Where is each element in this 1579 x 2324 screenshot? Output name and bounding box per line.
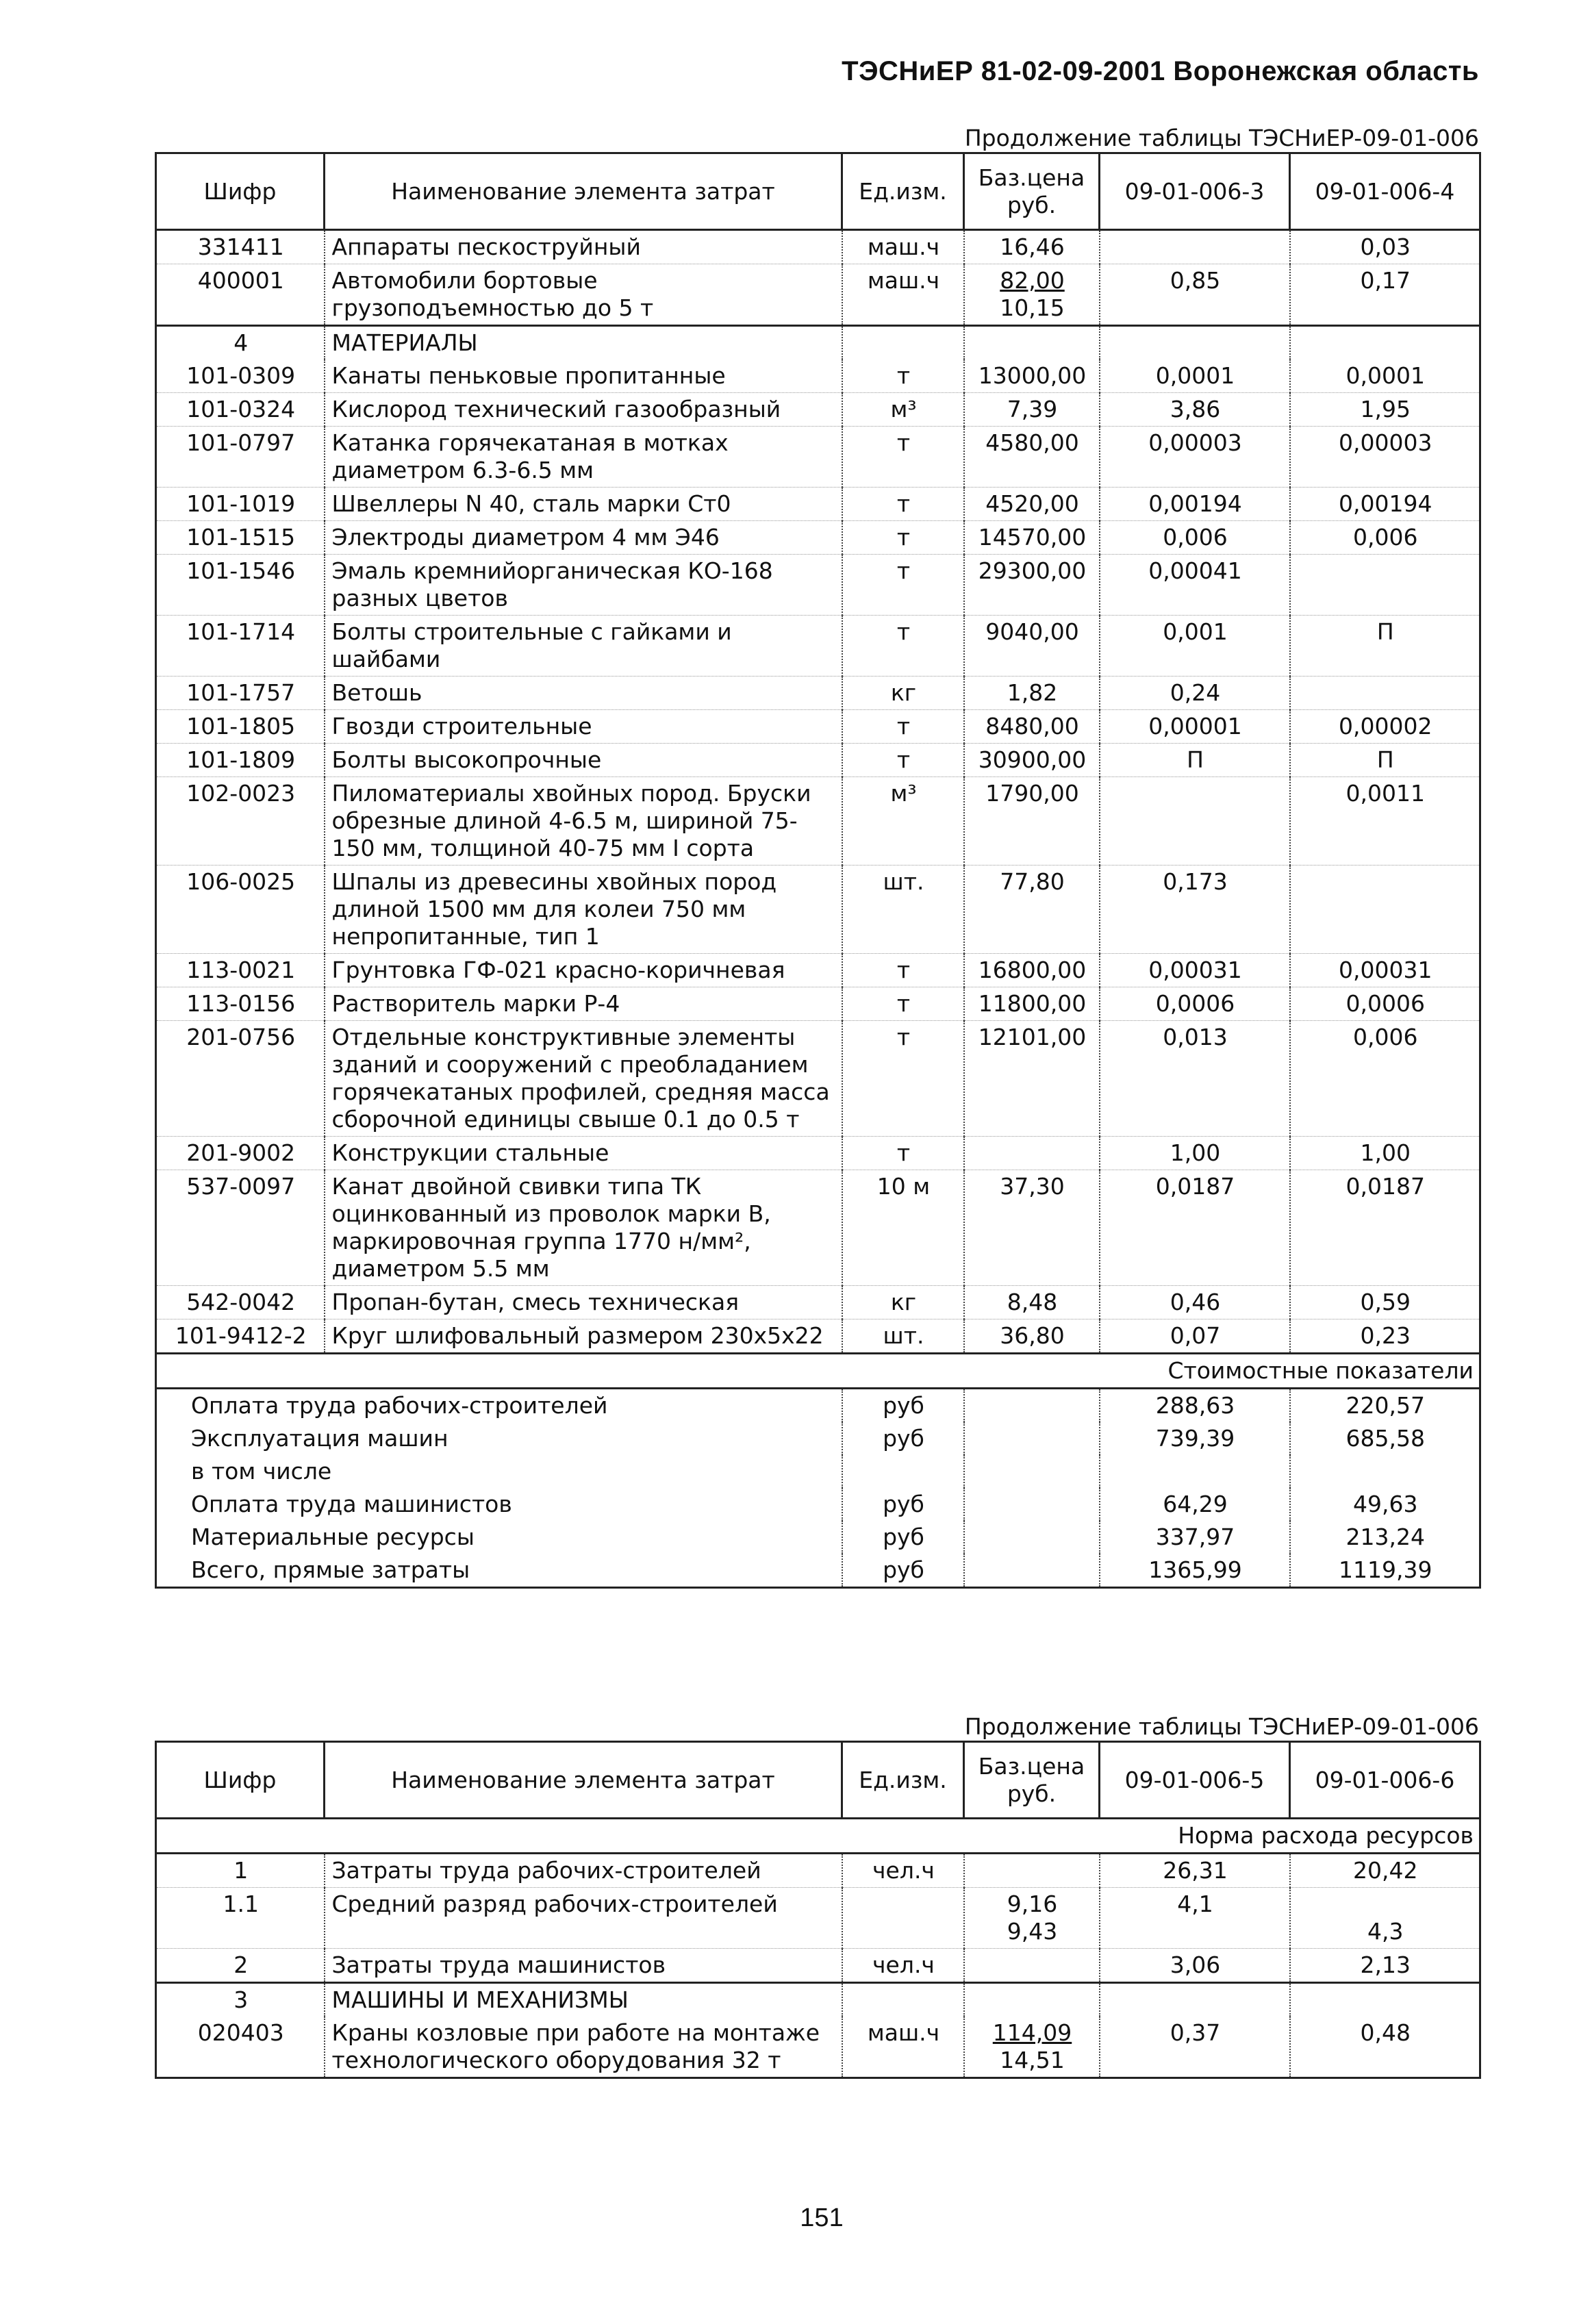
cell-name: Отдельные конструктивные элементы зданий и сооружений с преобладанием горячекатаных профилей, средняя масса сборочной единицы свыше 0.1 до 0.5 т xyxy=(325,1021,842,1137)
cell-v1: 1,00 xyxy=(1100,1137,1290,1170)
col-header-code: Шифр xyxy=(156,1742,325,1819)
cell-unit: т xyxy=(842,710,964,744)
table-row xyxy=(156,1170,1480,1286)
cell-unit: кг xyxy=(842,677,964,710)
cell-empty xyxy=(964,326,1100,360)
cell-v2: 2,13 xyxy=(1290,1949,1480,1983)
cell-name: Пропан-бутан, смесь техническая xyxy=(325,1286,842,1319)
table-row xyxy=(156,555,1480,616)
cell-v2: 0,00194 xyxy=(1290,488,1480,521)
cell-price: 37,30 xyxy=(964,1170,1100,1286)
table-row xyxy=(156,359,1480,393)
cell-empty xyxy=(964,1983,1100,2017)
table-row xyxy=(156,488,1480,521)
cell-unit: т xyxy=(842,488,964,521)
cell-v1: 0,00041 xyxy=(1100,555,1290,616)
cell-v1: 0,0001 xyxy=(1100,359,1290,393)
section-title: МАТЕРИАЛЫ xyxy=(325,326,842,360)
summary-unit: руб xyxy=(842,1488,964,1521)
cost-label: Стоимостные показатели xyxy=(156,1354,1480,1389)
cell-v2: 0,59 xyxy=(1290,1286,1480,1319)
cell-price: 77,80 xyxy=(964,866,1100,954)
cell-price: 12101,00 xyxy=(964,1021,1100,1137)
table-row xyxy=(156,866,1480,954)
cell-price: 1790,00 xyxy=(964,777,1100,866)
summary-v1: 288,63 xyxy=(1100,1389,1290,1423)
cell-code: 331411 xyxy=(156,230,325,264)
col-header-unit: Ед.изм. xyxy=(842,153,964,230)
cell-unit: т xyxy=(842,954,964,987)
cell-name: Катанка горячекатаная в мотках диаметром 6.3-6.5 мм xyxy=(325,427,842,488)
cell-v2: 0,0006 xyxy=(1290,987,1480,1021)
cell-unit: т xyxy=(842,744,964,777)
summary-row xyxy=(156,1554,1480,1588)
cell-unit: т xyxy=(842,359,964,393)
cell-v2: 1,00 xyxy=(1290,1137,1480,1170)
table2-caption: Продолжение таблицы ТЭСНиЕР-09-01-006 xyxy=(964,1713,1479,1740)
table-row xyxy=(156,1286,1480,1319)
cell-code: 400001 xyxy=(156,264,325,326)
cell-name: Ветошь xyxy=(325,677,842,710)
cell-name: Конструкции стальные xyxy=(325,1137,842,1170)
cell-code: 201-9002 xyxy=(156,1137,325,1170)
cell-code: 113-0156 xyxy=(156,987,325,1021)
cell-price xyxy=(964,1137,1100,1170)
cell-v2: 0,00002 xyxy=(1290,710,1480,744)
table-row xyxy=(156,521,1480,555)
table-row xyxy=(156,230,1480,264)
summary-name: Оплата труда рабочих-строителей xyxy=(156,1389,842,1423)
cell-unit: кг xyxy=(842,1286,964,1319)
cell-v2: 0,17 xyxy=(1290,264,1480,326)
cell-unit: т xyxy=(842,521,964,555)
summary-v1: 337,97 xyxy=(1100,1521,1290,1554)
cell-v1: 0,00194 xyxy=(1100,488,1290,521)
cell-empty xyxy=(1100,326,1290,360)
norm-label-row xyxy=(156,1819,1480,1854)
cell-v1: 0,013 xyxy=(1100,1021,1290,1137)
cell-price xyxy=(964,1854,1100,1888)
summary-name: Оплата труда машинистов xyxy=(156,1488,842,1521)
table-row xyxy=(156,1137,1480,1170)
document-header-title: ТЭСНиЕР 81-02-09-2001 Воронежская область xyxy=(842,56,1479,86)
cell-price: 16,46 xyxy=(964,230,1100,264)
cell-name: Растворитель марки Р-4 xyxy=(325,987,842,1021)
table-row xyxy=(156,1949,1480,1983)
cell-code: 542-0042 xyxy=(156,1286,325,1319)
cell-code: 102-0023 xyxy=(156,777,325,866)
cell-v2: 0,0187 xyxy=(1290,1170,1480,1286)
cell-code: 113-0021 xyxy=(156,954,325,987)
cell-price: 1,82 xyxy=(964,677,1100,710)
cell-price xyxy=(964,1888,1100,1949)
summary-unit: руб xyxy=(842,1389,964,1423)
cell-name: Эмаль кремнийорганическая КО-168 разных цветов xyxy=(325,555,842,616)
cell-price: 13000,00 xyxy=(964,359,1100,393)
table-row xyxy=(156,1888,1480,1949)
cell-empty xyxy=(1290,1983,1480,2017)
cell-empty xyxy=(1100,1983,1290,2017)
table-row xyxy=(156,427,1480,488)
summary-v1: 739,39 xyxy=(1100,1422,1290,1455)
cell-code: 101-1019 xyxy=(156,488,325,521)
col-header-v2: 09-01-006-6 xyxy=(1290,1742,1480,1819)
table-row xyxy=(156,1854,1480,1888)
summary-v2: 49,63 xyxy=(1290,1488,1480,1521)
cell-v1: 0,46 xyxy=(1100,1286,1290,1319)
cell-v2 xyxy=(1290,866,1480,954)
cell-unit: шт. xyxy=(842,1319,964,1354)
summary-unit: руб xyxy=(842,1521,964,1554)
cell-v2: 0,006 xyxy=(1290,521,1480,555)
cell-code: 101-1515 xyxy=(156,521,325,555)
cell-code: 101-1714 xyxy=(156,616,325,677)
col-header-name: Наименование элемента затрат xyxy=(325,1742,842,1819)
cell-unit: маш.ч xyxy=(842,2017,964,2078)
cell-v2 xyxy=(1290,677,1480,710)
cell-v2: П xyxy=(1290,744,1480,777)
cell-name: Кислород технический газообразный xyxy=(325,393,842,427)
table-row xyxy=(156,1021,1480,1137)
cell-code: 2 xyxy=(156,1949,325,1983)
cell-price-a: 9,16 xyxy=(1007,1891,1058,1917)
cell-price-b: 9,43 xyxy=(1007,1918,1058,1945)
cell-unit: чел.ч xyxy=(842,1949,964,1983)
summary-unit: руб xyxy=(842,1554,964,1588)
cell-v2: 4,3 xyxy=(1290,1888,1480,1949)
cell-v1: 0,85 xyxy=(1100,264,1290,326)
table2 xyxy=(155,1741,1481,2079)
table1-caption: Продолжение таблицы ТЭСНиЕР-09-01-006 xyxy=(964,125,1479,151)
cell-v2: 0,00003 xyxy=(1290,427,1480,488)
cell-v1: 0,001 xyxy=(1100,616,1290,677)
table-row xyxy=(156,710,1480,744)
cell-price: 8480,00 xyxy=(964,710,1100,744)
cell-name: Круг шлифовальный размером 230х5х22 xyxy=(325,1319,842,1354)
cell-price: 36,80 xyxy=(964,1319,1100,1354)
cell-code: 537-0097 xyxy=(156,1170,325,1286)
cell-code: 101-0309 xyxy=(156,359,325,393)
cell-empty xyxy=(842,326,964,360)
cell-price: 11800,00 xyxy=(964,987,1100,1021)
table1-header-row xyxy=(156,153,1480,230)
cell-v2: 0,03 xyxy=(1290,230,1480,264)
table-row xyxy=(156,744,1480,777)
summary-unit: руб xyxy=(842,1422,964,1455)
cell-name: Аппараты пескоструйный xyxy=(325,230,842,264)
cell-name: Пиломатериалы хвойных пород. Бруски обрезные длиной 4-6.5 м, шириной 75-150 мм, толщиной 40-75 мм I сорта xyxy=(325,777,842,866)
cell-price xyxy=(964,1949,1100,1983)
cell-unit: м³ xyxy=(842,393,964,427)
summary-row xyxy=(156,1422,1480,1455)
table-row xyxy=(156,777,1480,866)
cell-v1: 0,00001 xyxy=(1100,710,1290,744)
section-row-materials xyxy=(156,326,1480,360)
cell-price: 7,39 xyxy=(964,393,1100,427)
cell-name: Гвозди строительные xyxy=(325,710,842,744)
col-header-v2: 09-01-006-4 xyxy=(1290,153,1480,230)
cell-name: Шпалы из древесины хвойных пород длиной 1500 мм для колеи 750 мм непропитанные, тип 1 xyxy=(325,866,842,954)
table1 xyxy=(155,152,1481,1589)
cell-empty xyxy=(964,1488,1100,1521)
cell-price: 29300,00 xyxy=(964,555,1100,616)
cell-code: 101-1809 xyxy=(156,744,325,777)
cell-v1: 0,173 xyxy=(1100,866,1290,954)
col-header-price: Баз.цена руб. xyxy=(964,153,1100,230)
summary-name: Всего, прямые затраты xyxy=(156,1554,842,1588)
cell-name: Болты высокопрочные xyxy=(325,744,842,777)
cell-price xyxy=(964,2017,1100,2078)
cell-v1: 26,31 xyxy=(1100,1854,1290,1888)
cell-v1: 0,07 xyxy=(1100,1319,1290,1354)
col-header-code: Шифр xyxy=(156,153,325,230)
col-header-v1: 09-01-006-5 xyxy=(1100,1742,1290,1819)
cell-v1: 0,00003 xyxy=(1100,427,1290,488)
cell-v2: 0,00031 xyxy=(1290,954,1480,987)
cell-unit: т xyxy=(842,1137,964,1170)
cell-unit: м³ xyxy=(842,777,964,866)
cell-v2: 20,42 xyxy=(1290,1854,1480,1888)
summary-row xyxy=(156,1521,1480,1554)
cell-v1: 0,006 xyxy=(1100,521,1290,555)
summary-v1 xyxy=(1100,1455,1290,1488)
col-header-price: Баз.цена руб. xyxy=(964,1742,1100,1819)
cell-empty xyxy=(964,1455,1100,1488)
section-code: 4 xyxy=(156,326,325,360)
summary-name: Эксплуатация машин xyxy=(156,1422,842,1455)
cell-code: 101-1546 xyxy=(156,555,325,616)
cell-empty xyxy=(964,1389,1100,1423)
section-row-machines xyxy=(156,1983,1480,2017)
cell-code: 020403 xyxy=(156,2017,325,2078)
cell-v1: 0,00031 xyxy=(1100,954,1290,987)
cell-price: 9040,00 xyxy=(964,616,1100,677)
cell-name: Затраты труда рабочих-строителей xyxy=(325,1854,842,1888)
summary-row xyxy=(156,1455,1480,1488)
cell-name: Краны козловые при работе на монтаже технологического оборудования 32 т xyxy=(325,2017,842,2078)
cell-price: 4520,00 xyxy=(964,488,1100,521)
summary-v2 xyxy=(1290,1455,1480,1488)
cell-code: 101-0324 xyxy=(156,393,325,427)
cost-label-row xyxy=(156,1354,1480,1389)
cell-code: 1 xyxy=(156,1854,325,1888)
summary-v1: 64,29 xyxy=(1100,1488,1290,1521)
norm-label: Норма расхода ресурсов xyxy=(156,1819,1480,1854)
cell-code: 201-0756 xyxy=(156,1021,325,1137)
cell-unit: т xyxy=(842,616,964,677)
cell-code: 101-9412-2 xyxy=(156,1319,325,1354)
cell-unit xyxy=(842,1888,964,1949)
cell-v2: 0,0011 xyxy=(1290,777,1480,866)
summary-v2: 685,58 xyxy=(1290,1422,1480,1455)
cell-unit: чел.ч xyxy=(842,1854,964,1888)
table-row xyxy=(156,616,1480,677)
table-row xyxy=(156,677,1480,710)
cell-empty xyxy=(964,1554,1100,1588)
cell-code: 101-1805 xyxy=(156,710,325,744)
cell-empty xyxy=(964,1422,1100,1455)
table2-header-row xyxy=(156,1742,1480,1819)
summary-v2: 220,57 xyxy=(1290,1389,1480,1423)
cell-code: 101-1757 xyxy=(156,677,325,710)
cell-v1: 0,0187 xyxy=(1100,1170,1290,1286)
cell-price xyxy=(964,264,1100,326)
cell-v1: П xyxy=(1100,744,1290,777)
cell-unit: шт. xyxy=(842,866,964,954)
table-row xyxy=(156,987,1480,1021)
cell-name: Автомобили бортовые грузоподъемностью до 5 т xyxy=(325,264,842,326)
cell-unit: т xyxy=(842,1021,964,1137)
cell-v1: 3,86 xyxy=(1100,393,1290,427)
table-row xyxy=(156,393,1480,427)
section-code: 3 xyxy=(156,1983,325,2017)
col-header-v1: 09-01-006-3 xyxy=(1100,153,1290,230)
cell-code: 101-0797 xyxy=(156,427,325,488)
cell-v2: 0,48 xyxy=(1290,2017,1480,2078)
cell-v1: 0,24 xyxy=(1100,677,1290,710)
cell-empty xyxy=(842,1983,964,2017)
cell-name: Швеллеры N 40, сталь марки Ст0 xyxy=(325,488,842,521)
cell-empty xyxy=(1290,326,1480,360)
cell-v1 xyxy=(1100,230,1290,264)
cell-price: 8,48 xyxy=(964,1286,1100,1319)
cell-v1: 3,06 xyxy=(1100,1949,1290,1983)
cell-name: Электроды диаметром 4 мм Э46 xyxy=(325,521,842,555)
cell-name: Болты строительные с гайками и шайбами xyxy=(325,616,842,677)
cell-price: 14570,00 xyxy=(964,521,1100,555)
cell-price-wage: 14,51 xyxy=(1000,2047,1065,2073)
cell-unit: т xyxy=(842,987,964,1021)
cell-price-wage: 10,15 xyxy=(1000,294,1065,321)
cell-empty xyxy=(964,1521,1100,1554)
table-row xyxy=(156,2017,1480,2078)
cell-name: Грунтовка ГФ-021 красно-коричневая xyxy=(325,954,842,987)
cell-price: 16800,00 xyxy=(964,954,1100,987)
cell-v1: 0,0006 xyxy=(1100,987,1290,1021)
summary-v2: 1119,39 xyxy=(1290,1554,1480,1588)
cell-price: 30900,00 xyxy=(964,744,1100,777)
cell-v2: 0,0001 xyxy=(1290,359,1480,393)
cell-code: 106-0025 xyxy=(156,866,325,954)
col-header-unit: Ед.изм. xyxy=(842,1742,964,1819)
summary-v1: 1365,99 xyxy=(1100,1554,1290,1588)
cell-unit: маш.ч xyxy=(842,264,964,326)
table-row xyxy=(156,954,1480,987)
cell-price-main: 82,00 xyxy=(1000,267,1065,294)
cell-name: Канат двойной свивки типа ТК оцинкованный из проволок марки В, маркировочная группа 1770 н/мм², диаметром 5.5 мм xyxy=(325,1170,842,1286)
summary-name: в том числе xyxy=(156,1455,842,1488)
cell-unit: т xyxy=(842,427,964,488)
cell-v1 xyxy=(1100,777,1290,866)
summary-name: Материальные ресурсы xyxy=(156,1521,842,1554)
cell-unit: 10 м xyxy=(842,1170,964,1286)
section-title: МАШИНЫ И МЕХАНИЗМЫ xyxy=(325,1983,842,2017)
page-number: 151 xyxy=(800,2203,844,2232)
cell-v2: 1,95 xyxy=(1290,393,1480,427)
cell-v2: П xyxy=(1290,616,1480,677)
cell-v1: 4,1 xyxy=(1100,1888,1290,1949)
summary-unit xyxy=(842,1455,964,1488)
cell-v2: 0,006 xyxy=(1290,1021,1480,1137)
cell-name: Затраты труда машинистов xyxy=(325,1949,842,1983)
cell-v2: 0,23 xyxy=(1290,1319,1480,1354)
cell-name: Средний разряд рабочих-строителей xyxy=(325,1888,842,1949)
table-row xyxy=(156,264,1480,326)
col-header-name: Наименование элемента затрат xyxy=(325,153,842,230)
table-row xyxy=(156,1319,1480,1354)
cell-price: 4580,00 xyxy=(964,427,1100,488)
summary-row xyxy=(156,1389,1480,1423)
cell-v1: 0,37 xyxy=(1100,2017,1290,2078)
summary-row xyxy=(156,1488,1480,1521)
cell-unit: маш.ч xyxy=(842,230,964,264)
cell-code: 1.1 xyxy=(156,1888,325,1949)
summary-v2: 213,24 xyxy=(1290,1521,1480,1554)
cell-price-main: 114,09 xyxy=(992,2019,1072,2046)
cell-unit: т xyxy=(842,555,964,616)
cell-name: Канаты пеньковые пропитанные xyxy=(325,359,842,393)
cell-v2 xyxy=(1290,555,1480,616)
